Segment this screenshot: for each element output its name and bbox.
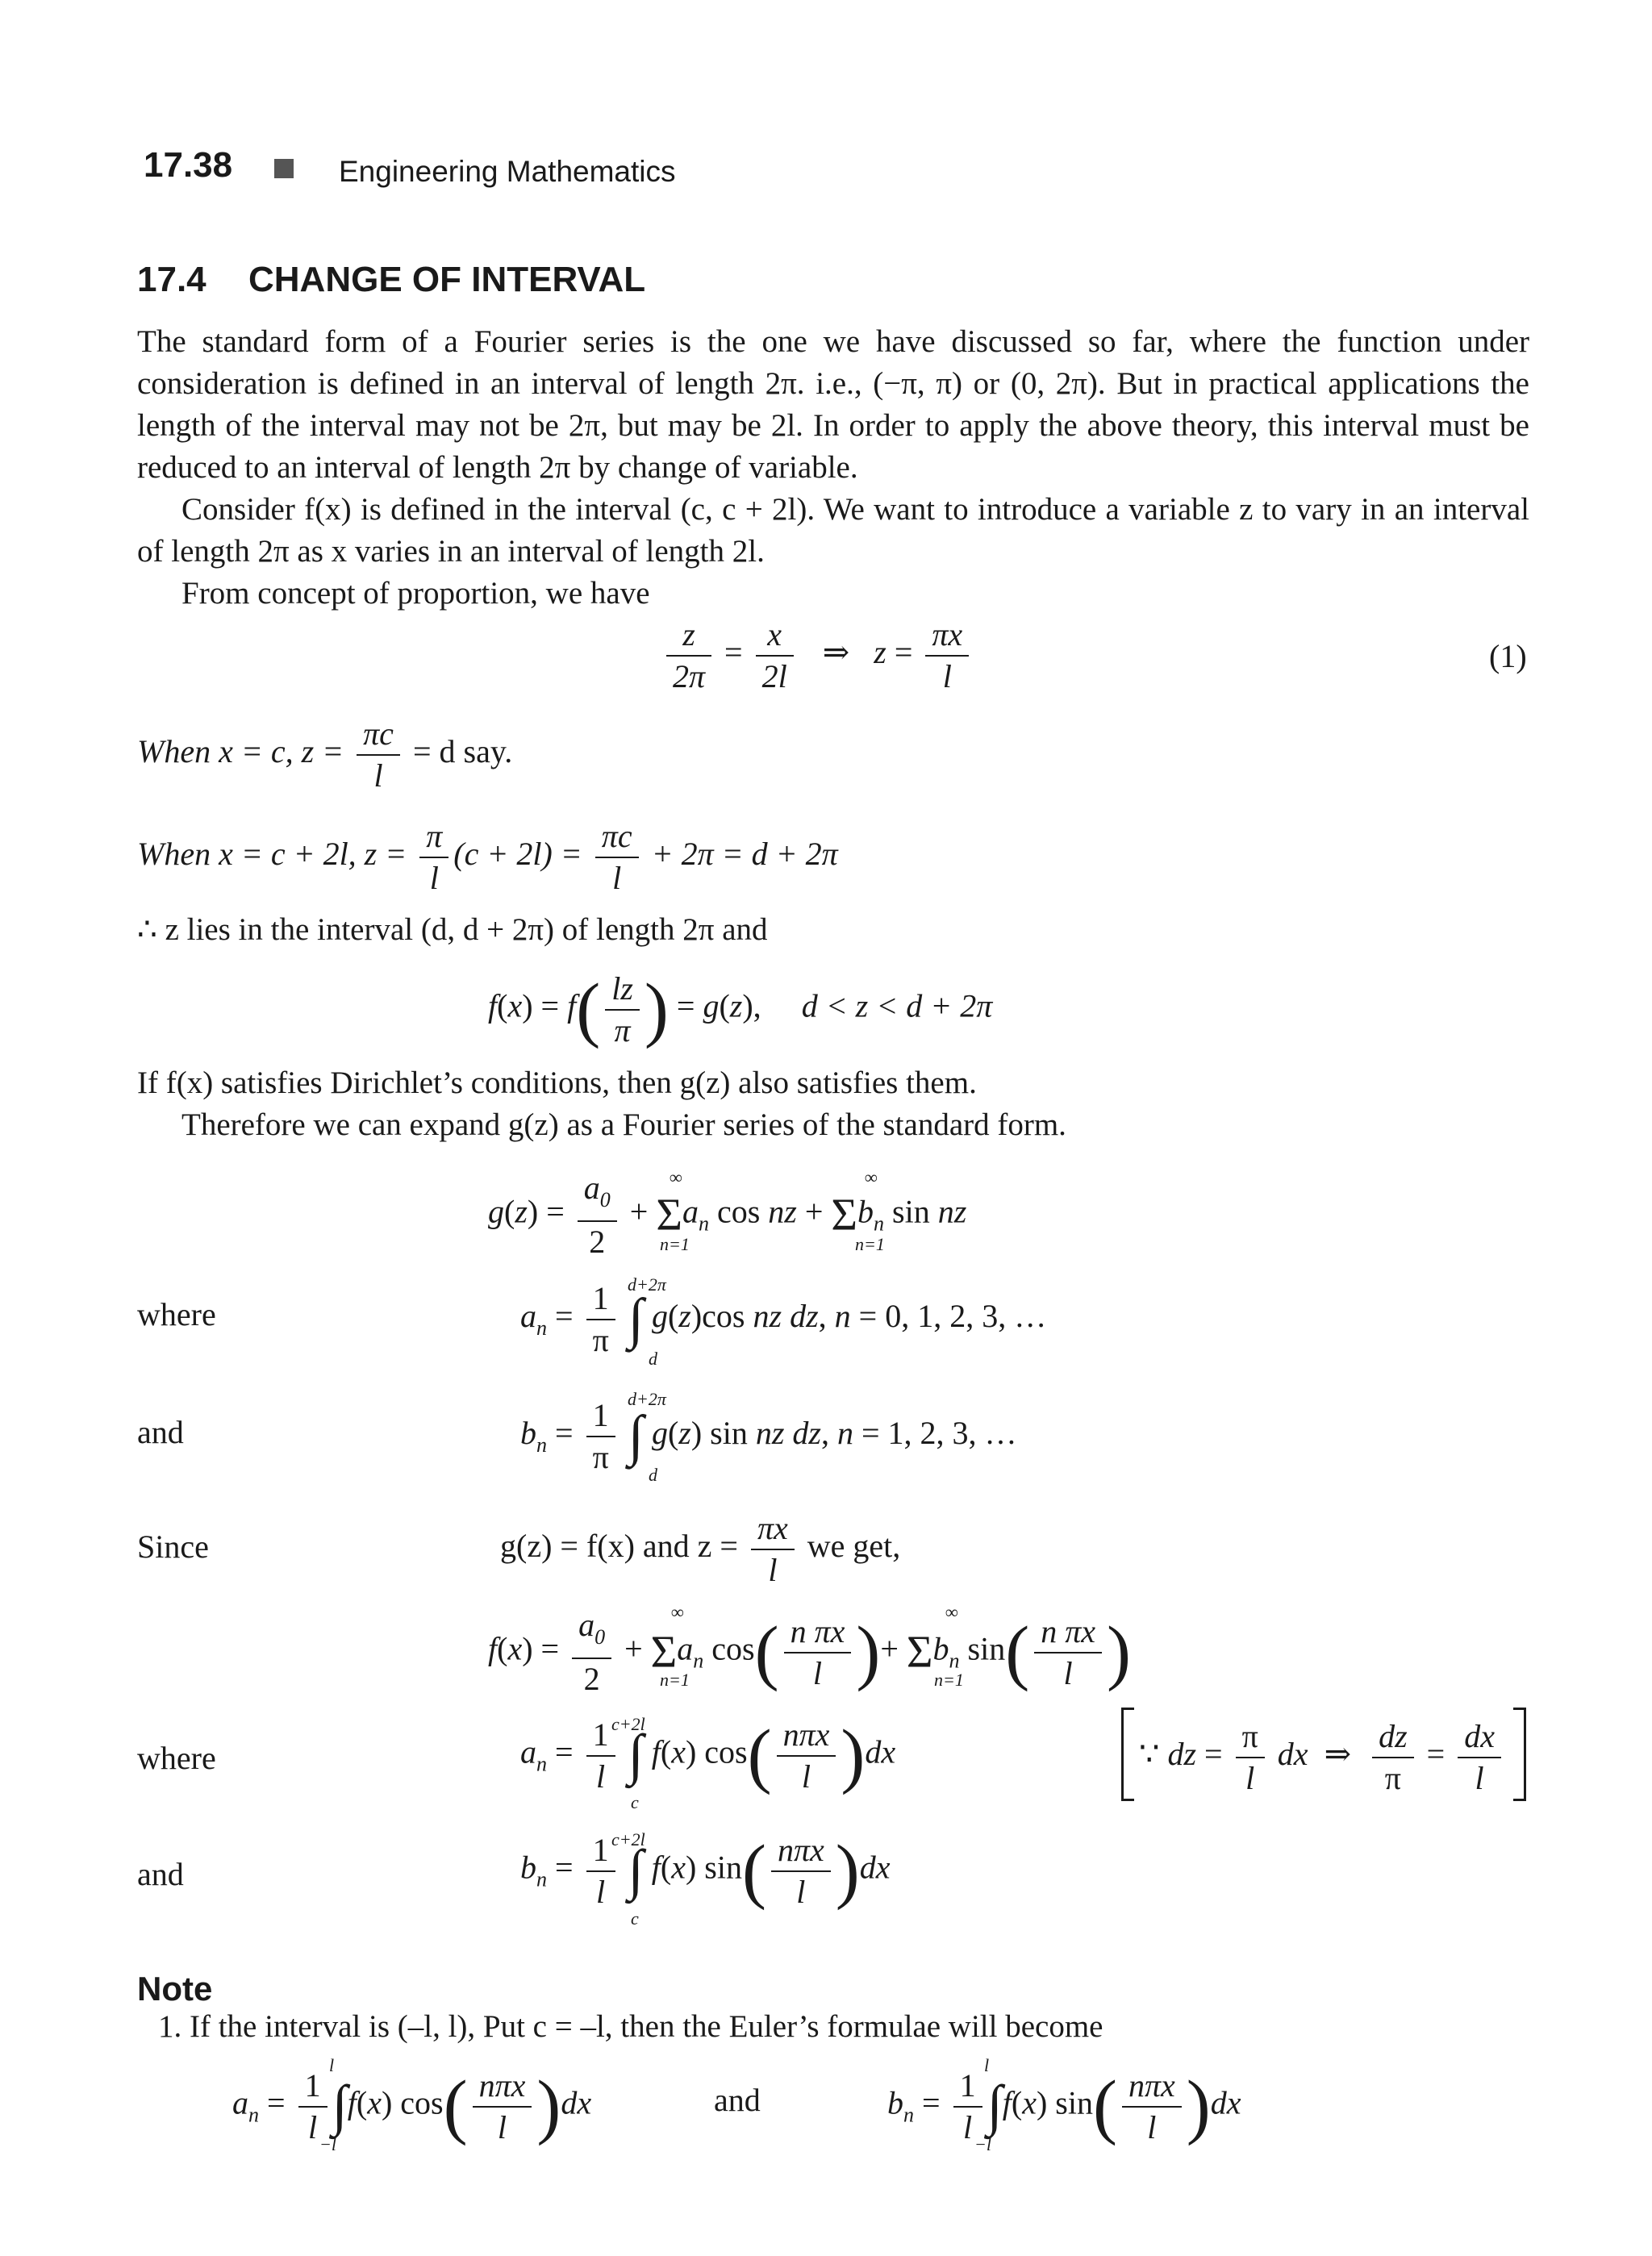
when2-prefix: When x = c + 2l, z = — [137, 836, 407, 873]
label-and-1: and — [137, 1414, 184, 1450]
section-title: CHANGE OF INTERVAL — [248, 260, 646, 299]
paragraph-expand: Therefore we can expand g(z) as a Fourier series of the standard form. — [181, 1107, 1066, 1142]
equation-an-symmetric: $a_n$ = $\frac{1}{l}$ ∫f(x) cos( nπx l )dx — [232, 2066, 592, 2146]
when1-suffix: = d say. — [412, 733, 513, 770]
equation-bn-symmetric: $b_n$ = $\frac{1}{l}$ ∫f(x) sin( nπx l )dx — [887, 2066, 1241, 2146]
equation-number: (1) — [1489, 638, 1527, 674]
note-and: and — [714, 2082, 761, 2118]
note-heading: Note — [137, 1970, 213, 2008]
label-and-2: and — [137, 1856, 184, 1892]
paragraph-proportion: From concept of proportion, we have — [181, 576, 650, 611]
therefore-line: ∴ z lies in the interval (d, d + 2π) of length 2π and — [137, 912, 768, 947]
label-where-1: where — [137, 1296, 216, 1332]
when2-den: l — [612, 860, 622, 896]
when2-l: l — [429, 860, 439, 896]
when1-num: πc — [357, 714, 400, 756]
since-text-a: g(z) = f(x) and z = — [500, 1528, 738, 1565]
label-where-2: where — [137, 1740, 216, 1776]
when-x-equals-c-plus-2l — [137, 816, 838, 899]
when-x-equals-c — [137, 714, 512, 796]
since-text-b: we get, — [807, 1528, 901, 1565]
page-number: 17.38 — [144, 145, 233, 185]
when2-mid: (c + 2l) = — [453, 836, 582, 873]
section-number: 17.4 — [137, 260, 206, 299]
gz-range: d < z < d + 2π — [801, 987, 993, 1024]
paragraph-intro: The standard form of a Fourier series is the one we have discussed so far, where the function under consideration is defined in an interval of length 2π. i.e., (−π, π) or (0, 2π). But in practical applications the length of the interval may not be 2π, but may be 2l. In order to apply the above theory, this interval must be reduced to an interval of length 2π by change of variable. — [137, 324, 1529, 485]
substitution-note: ∵ dz = $\frac{\pi}{l}$ dx ⇒ $\frac{dz}{\pi}$ = $\frac{dx}{l}$ — [1139, 1716, 1506, 1799]
equation-an-general: $a_n$ = $\frac{1}{l}$ ∫ f(x) cos( nπx l )dx — [520, 1716, 896, 1795]
since-line: g(z) = f(x) and z = $\frac{\pi x}{l}$ we get, — [500, 1510, 901, 1588]
book-page: 17.38 Engineering Mathematics 17.4 CHANGE OF INTERVAL The standard form of a Fourier series is the one we have discussed so far, where the function under consideration is defined in an interval of length 2π. i.e., (−π, π) or (0, 2π). But in practical applications the length of the interval may not be 2π, but may be 2l. In order to apply the above theory, this interval must be reduced to an interval of length 2π by change of variable. Consider f(x) is defined in the interval (c, c + 2l). We want to introduce a variable z to vary in an interval of length 2π as x varies in an interval of length 2l. From concept of proportion, we have $\frac{z}{2\pi}$ = $\frac{x}{2l}$ ⇒ z = $\frac{\pi x}{l}$ (1) When x = c, z = $\frac{\pi c}{l}$ = d say. When x = c + 2l, z = $\frac{\pi}{l}$ (c + 2l) = $\frac{\pi c}{l}$ + 2π = d + 2π ∴ z lies in the interval (d, d + 2π) of length 2π and f(x) = f( $\frac{lz}{\pi}$ ) = g(z), d < z < d + 2π If f(x) satisfies Dirichlet’s conditions, then g(z) also satisfies them. Therefore we can expand g(z) as a Fourier series of the standard form. g(z) = $\frac{a_0}{2}$ + $\Sigma a_n$ cos nz + $\Sigma b_n$ sin nz ∞ n=1 ∞ n=1 where $a_n$ = $\frac{1}{\pi}$ ∫ g(z)cos nz dz, n = 0, 1, 2, 3, … d+2π d and $b_n$ = $\frac{1}{\pi}$ ∫ g(z) sin nz dz, n = 1, 2, 3, … d+2π d Since g(z) = f(x) and z = $\frac{\pi x}{l}$ we get, f(x) = $\frac{a_0}{2}$ + $\Sigma a_n$ cos( $\frac{\text{n πx}}{l}$ )+ $\Sigma b_n$ sin( $\frac{\text{n πx}}{l}$ ) ∞ n=1 ∞ n=1 where $a_n$ = $\frac{1}{l}$ ∫ f(x) cos( nπx l )dx c+2l c ∵ dz = $\frac{\pi}{l}$ dx ⇒ $\frac{dz}{\pi}$ = $\frac{dx}{l}$ and $b_n$ = $\frac{1}{l}$ ∫ f(x) sin( nπx l )dx c+2l c Note 1. If the interval is (–l, l), Put c = –l, then the Euler’s formulae will become $a_n$ = $\frac{1}{l}$ ∫f(x) cos( nπx l )dx l −l and $b_n$ = $\frac{1}{l}$ ∫f(x) sin( nπx l )dx l −l — [0, 0, 1652, 2256]
equation-gz-series: g(z) = $\frac{a_0}{2}$ + $\Sigma a_n$ cos nz + $\Sigma b_n$ sin nz — [488, 1170, 967, 1260]
equation-fx-gz: f(x) = f( $\frac{lz}{\pi}$ ) = g(z), d < z < d + 2π — [488, 970, 993, 1049]
equation-an-standard: $a_n$ = $\frac{1}{\pi}$ ∫ g(z)cos nz dz, n = 0, 1, 2, 3, … — [520, 1280, 1047, 1358]
paragraph-consider: Consider f(x) is defined in the interval (c, c + 2l). We want to introduce a variable z to vary in an interval of length 2π as x varies in an interval of length 2l. — [137, 492, 1529, 569]
section-heading — [137, 260, 645, 300]
label-since: Since — [137, 1528, 209, 1565]
equation-fx-series: f(x) = $\frac{a_0}{2}$ + $\Sigma a_n$ cos( $\frac{\text{n πx}}{l}$ )+ $\Sigma b_n$ sin( $\frac{\text{n πx}}{l}$ ) — [488, 1607, 1131, 1697]
header-square-icon — [274, 159, 294, 178]
equation-bn-general: $b_n$ = $\frac{1}{l}$ ∫ f(x) sin( nπx l )dx — [520, 1831, 891, 1911]
when1-prefix: When x = c, z = — [137, 733, 344, 770]
paragraph-dirichlet: If f(x) satisfies Dirichlet’s conditions, then g(z) also satisfies them. — [137, 1065, 977, 1100]
equation-1: $\frac{z}{2\pi}$ = $\frac{x}{2l}$ ⇒ z = $\frac{\pi x}{l}$ — [661, 615, 974, 697]
when2-pi: π — [419, 816, 448, 858]
when2-num: πc — [595, 816, 639, 858]
note-item-1: 1. If the interval is (–l, l), Put c = –l, then the Euler’s formulae will become — [158, 2009, 1103, 2044]
when1-den: l — [373, 757, 383, 794]
book-title: Engineering Mathematics — [339, 155, 676, 188]
equation-bn-standard: $b_n$ = $\frac{1}{\pi}$ ∫ g(z) sin nz dz, n = 1, 2, 3, … — [520, 1397, 1017, 1475]
when2-suffix: + 2π = d + 2π — [651, 836, 838, 873]
